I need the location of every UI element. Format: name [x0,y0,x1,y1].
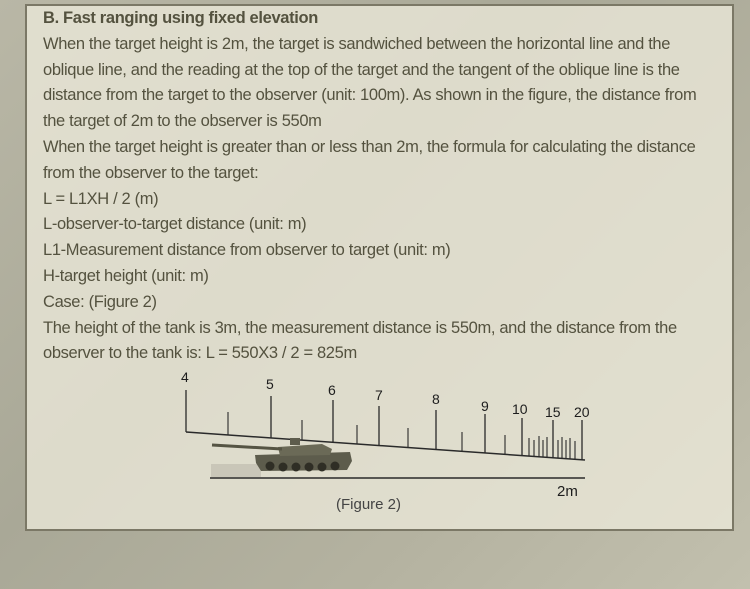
figure-caption: (Figure 2) [336,496,402,513]
text-line: distance from the target to the observer (unit: 100m). As shown in the figure, the distance from [43,86,697,105]
formula-line: L = L1XH / 2 (m) [43,189,159,208]
scale-label: 10 [512,401,528,417]
scale-label: 4 [181,369,189,385]
text-line: H-target height (unit: m) [43,266,209,285]
tank-icon [211,438,352,477]
text-line: observer to the tank is: L = 550X3 / 2 = 825m [43,344,357,363]
text-line: The height of the tank is 3m, the measurement distance is 550m, and the distance from the [43,318,677,337]
scale-label: 8 [432,391,440,407]
section-heading: B. Fast ranging using fixed elevation [43,9,318,27]
text-line: L1-Measurement distance from observer to target (unit: m) [43,241,451,260]
text-line: Case: (Figure 2) [43,292,157,311]
text-line: from the observer to the target: [43,163,259,182]
text-line: L-observer-to-target distance (unit: m) [43,215,307,234]
scale-label: 15 [545,404,561,420]
text-line: When the target height is greater than or less than 2m, the formula for calculating the distance [43,137,696,156]
text-line: the target of 2m to the observer is 550m [43,112,322,131]
scale-label: 7 [375,387,383,403]
text-line: When the target height is 2m, the target is sandwiched between the horizontal line and the [43,34,671,53]
text-line: oblique line, and the reading at the top of the target and the tangent of the oblique line is the [43,60,680,79]
scale-label: 6 [328,382,336,398]
height-label: 2m [557,483,578,500]
scale-label: 9 [481,398,489,414]
scale-label: 5 [266,376,274,392]
scale-label: 20 [574,404,590,420]
